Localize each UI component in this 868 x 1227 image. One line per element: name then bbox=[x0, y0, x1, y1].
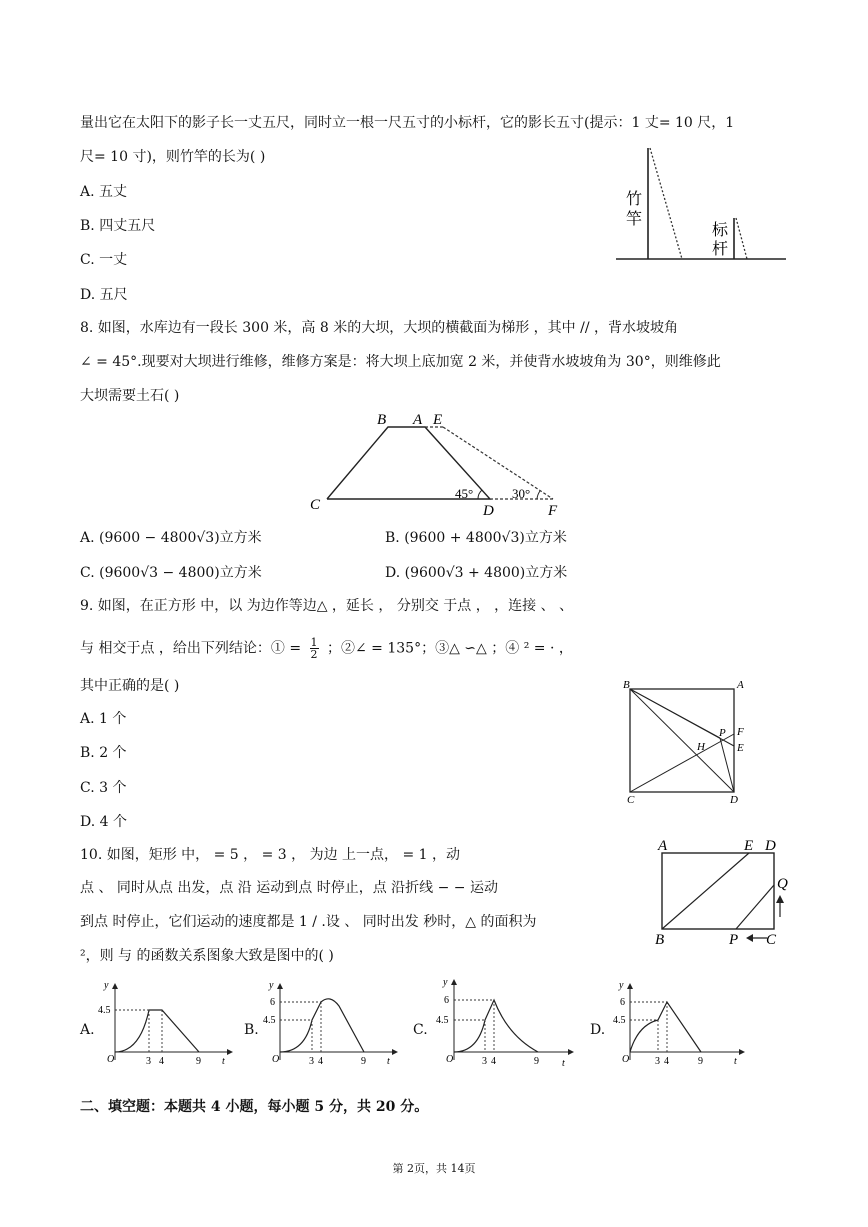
q7-option-b: B. 四丈五尺 bbox=[80, 218, 156, 234]
q10-text-line3: 到点 时停止，它们运动的速度都是 1 / .设 、 同时出发 秒时，△ 的面积为 bbox=[80, 914, 537, 930]
q10-label-b: B bbox=[655, 932, 665, 948]
q9-text-line1: 9. 如图，在正方形 中，以 为边作等边△ ，延长 ， 分别交 于点 ， ，连接 、 、 bbox=[80, 598, 574, 614]
graph-a-y-label: y bbox=[104, 980, 109, 991]
q10-graph-d-label: D. bbox=[590, 1022, 606, 1038]
q8-option-a: A. (9600 − 4800√3)立方米 bbox=[80, 530, 262, 546]
q9-text-line2 bbox=[80, 637, 573, 660]
graph-a-origin: O bbox=[107, 1054, 115, 1065]
q7-option-a: A. 五丈 bbox=[80, 184, 128, 200]
q7-text-line2: 尺= 10 寸)，则竹竿的长为( ) bbox=[80, 149, 266, 165]
graph-d-xtick-3: 3 bbox=[655, 1056, 660, 1065]
q10-graph-a-label: A. bbox=[80, 1022, 95, 1038]
q10-graph-b-label: B. bbox=[244, 1022, 259, 1038]
q8-text-line3: 大坝需要土石( ) bbox=[80, 388, 180, 404]
q10-label-d: D bbox=[765, 838, 776, 854]
q9-label-f: F bbox=[737, 726, 744, 738]
graph-b-ytick-45: 4.5 bbox=[263, 1015, 276, 1026]
graph-a-x-label: t bbox=[222, 1056, 225, 1065]
graph-d-xtick-9: 9 bbox=[698, 1056, 703, 1065]
q10-text-line4: ²，则 与 的函数关系图象大致是图中的( ) bbox=[80, 948, 334, 964]
q10-graph-c bbox=[428, 976, 578, 1068]
graph-c-x-label: t bbox=[562, 1058, 565, 1068]
graph-d-ytick-6: 6 bbox=[620, 997, 625, 1008]
q10-rectangle-figure bbox=[650, 835, 800, 950]
q8-angle-30: 30° bbox=[512, 486, 531, 501]
q10-graph-a bbox=[95, 980, 235, 1065]
q8-text-line1: 8. 如图，水库边有一段长 300 米，高 8 米的大坝，大坝的横截面为梯形 ，其中 // ，背水坡坡角 bbox=[80, 320, 679, 336]
q10-graph-c-label: C. bbox=[413, 1022, 428, 1038]
q9-line2-part-b: ；②∠ = 135°；③△ ∽△ ；④ ² = · ， bbox=[327, 640, 573, 657]
graph-b-x-label: t bbox=[387, 1056, 390, 1065]
graph-c-xtick-3: 3 bbox=[482, 1056, 487, 1067]
graph-a-ytick-45: 4.5 bbox=[98, 1005, 111, 1016]
q7-pole-label-1: 竹 bbox=[626, 191, 643, 208]
q8-dam-figure bbox=[300, 405, 570, 515]
q10-text-line1: 10. 如图，矩形 中， = 5 ， = 3 ， 为边 上一点， = 1 ，动 bbox=[80, 847, 461, 863]
graph-d-x-label: t bbox=[734, 1056, 737, 1065]
graph-d-origin: O bbox=[622, 1054, 630, 1065]
q8-label-b: B bbox=[377, 412, 387, 428]
graph-b-xtick-4: 4 bbox=[318, 1056, 323, 1065]
graph-d-xtick-4: 4 bbox=[664, 1056, 669, 1065]
q7-option-d: D. 五尺 bbox=[80, 287, 128, 303]
q9-label-b: B bbox=[623, 679, 630, 691]
q7-text-line1: 量出它在太阳下的影子长一丈五尺，同时立一根一尺五寸的小标杆，它的影长五寸(提示：1 丈= 10 尺，1 bbox=[80, 115, 735, 131]
q9-fraction-num: 1 bbox=[310, 636, 318, 649]
q9-square-figure bbox=[615, 676, 755, 806]
graph-c-xtick-9: 9 bbox=[534, 1056, 539, 1067]
q9-option-a: A. 1 个 bbox=[80, 711, 127, 727]
q10-label-e: E bbox=[744, 838, 754, 854]
graph-c-origin: O bbox=[446, 1054, 454, 1065]
graph-c-ytick-6: 6 bbox=[444, 995, 449, 1006]
q10-label-p: P bbox=[729, 932, 739, 948]
q8-option-c: C. (9600√3 − 4800)立方米 bbox=[80, 565, 262, 581]
graph-a-xtick-9: 9 bbox=[196, 1056, 201, 1065]
q9-label-p: P bbox=[719, 727, 726, 739]
graph-b-y-label: y bbox=[269, 980, 274, 991]
graph-a-xtick-4: 4 bbox=[159, 1056, 164, 1065]
q8-label-c: C bbox=[310, 497, 321, 513]
q8-angle-45: 45° bbox=[455, 486, 474, 501]
graph-b-xtick-9: 9 bbox=[361, 1056, 366, 1065]
q9-option-d: D. 4 个 bbox=[80, 814, 127, 830]
graph-d-y-label: y bbox=[619, 980, 624, 991]
graph-b-xtick-3: 3 bbox=[309, 1056, 314, 1065]
graph-b-origin: O bbox=[272, 1054, 280, 1065]
graph-c-y-label: y bbox=[443, 977, 448, 988]
q7-option-c: C. 一丈 bbox=[80, 252, 128, 268]
q9-option-c: C. 3 个 bbox=[80, 780, 127, 796]
graph-d-ytick-45: 4.5 bbox=[613, 1015, 626, 1026]
q10-label-q: Q bbox=[777, 876, 788, 892]
q8-text-line2: ∠ = 45°.现要对大坝进行维修，维修方案是：将大坝上底加宽 2 米，并使背水坡坡角为 30°，则维修此 bbox=[80, 354, 721, 370]
q7-pole-label-2: 竿 bbox=[626, 211, 643, 228]
graph-a-xtick-3: 3 bbox=[146, 1056, 151, 1065]
q9-label-e: E bbox=[737, 742, 744, 754]
q8-label-f: F bbox=[548, 503, 558, 515]
q7-figure bbox=[610, 140, 790, 265]
q9-text-line3: 其中正确的是( ) bbox=[80, 678, 180, 694]
q9-label-c: C bbox=[627, 794, 635, 806]
q8-label-d: D bbox=[483, 503, 494, 515]
q9-label-a: A bbox=[737, 679, 744, 691]
q7-stick-label-1: 标 bbox=[712, 222, 729, 239]
q8-option-d: D. (9600√3 + 4800)立方米 bbox=[385, 565, 568, 581]
q8-option-b: B. (9600 + 4800√3)立方米 bbox=[385, 530, 567, 546]
q10-label-c: C bbox=[766, 932, 777, 948]
q8-label-e: E bbox=[433, 412, 443, 428]
graph-c-ytick-45: 4.5 bbox=[436, 1015, 449, 1026]
q10-graph-d bbox=[605, 980, 750, 1065]
q9-fraction-den: 2 bbox=[310, 648, 318, 661]
q9-line2-part-a: 与 相交于点 ，给出下列结论：① = bbox=[80, 640, 302, 657]
q10-label-a: A bbox=[658, 838, 668, 854]
section2-title: 二、填空题：本题共 4 小题，每小题 5 分，共 20 分。 bbox=[80, 1099, 429, 1115]
q7-stick-label-2: 杆 bbox=[712, 241, 729, 258]
q10-graph-b bbox=[260, 980, 400, 1065]
graph-b-ytick-6: 6 bbox=[270, 997, 275, 1008]
page-footer: 第 2页，共 14页 bbox=[392, 1162, 476, 1175]
q9-label-h: H bbox=[697, 741, 705, 753]
q9-option-b: B. 2 个 bbox=[80, 745, 127, 761]
q10-text-line2: 点 、 同时从点 出发，点 沿 运动到点 时停止，点 沿折线 − − 运动 bbox=[80, 880, 498, 896]
q9-fraction bbox=[310, 637, 319, 660]
graph-c-xtick-4: 4 bbox=[491, 1056, 496, 1067]
q8-label-a: A bbox=[413, 412, 423, 428]
q9-label-d: D bbox=[730, 794, 738, 806]
